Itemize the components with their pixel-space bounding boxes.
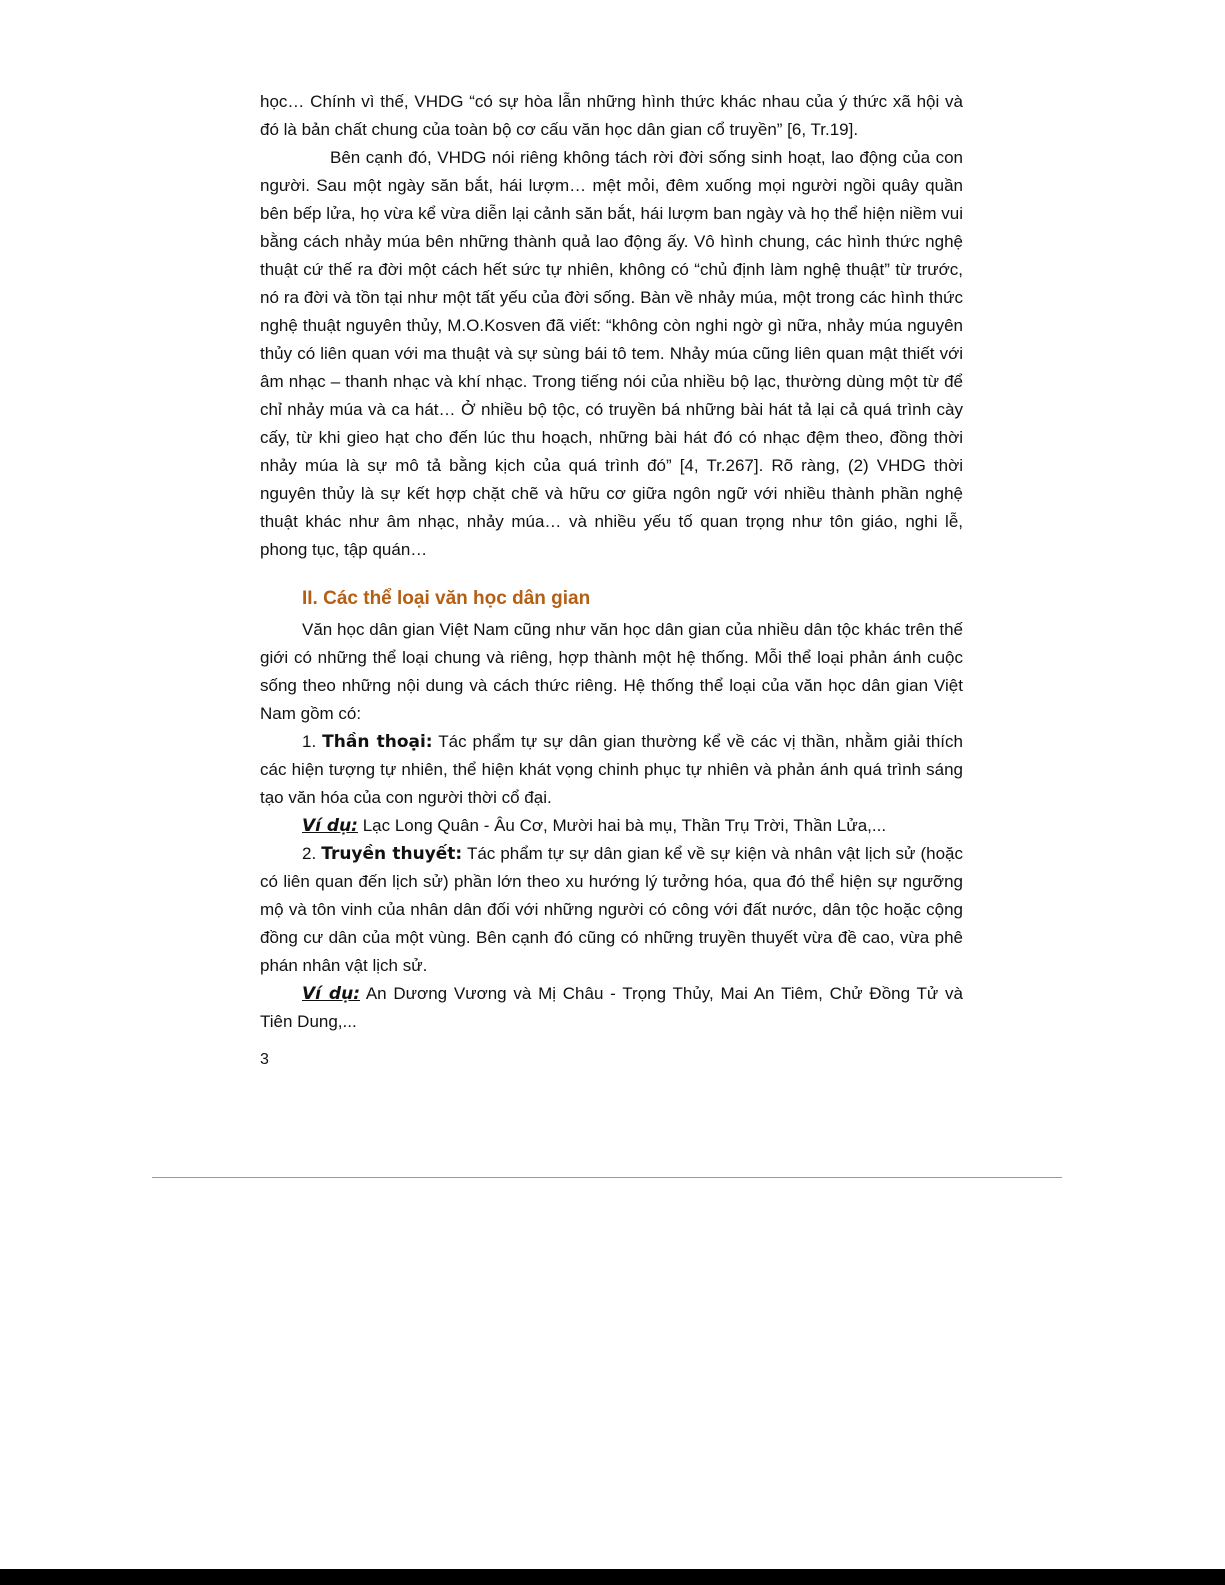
genre-item-myth bbox=[260, 728, 963, 812]
genre-item-legend bbox=[260, 840, 963, 980]
paragraph-continuation: học… Chính vì thế, VHDG “có sự hòa lẫn những hình thức khác nhau của ý thức xã hội và đó là bản chất chung của toàn bộ cơ cấu văn học dân gian cổ truyền” [6, Tr.19]. bbox=[260, 92, 963, 139]
genre-number: 2. bbox=[302, 844, 317, 863]
bottom-edge-bar bbox=[0, 1569, 1225, 1585]
genre-name: Thần thoại: bbox=[322, 732, 433, 752]
example-myth bbox=[260, 812, 963, 840]
genre-description: Tác phẩm tự sự dân gian thường kể về các vị thần, nhằm giải thích các hiện tượng tự nhiên, thể hiện khát vọng chinh phục tự nhiên và phản ánh quá trình sáng tạo văn hóa của con người thời cổ đại. bbox=[260, 732, 963, 807]
example-legend bbox=[260, 980, 963, 1036]
section-title: II. Các thể loại văn học dân gian bbox=[302, 588, 591, 609]
page-divider bbox=[152, 1177, 1062, 1178]
document-page bbox=[260, 88, 963, 1072]
example-label: Ví dụ: bbox=[302, 984, 361, 1004]
paragraph-daily-life: Bên cạnh đó, VHDG nói riêng không tách rời đời sống sinh hoạt, lao động của con người. Sau một ngày săn bắt, hái lượm… mệt mỏi, đêm xuống mọi người ngồi quây quần bên bếp lửa, họ vừa kể vừa diễn lại cảnh săn bắt, hái lượm ban ngày và họ thể hiện niềm vui bằng cách nhảy múa bên những thành quả lao động ấy. Vô hình chung, các hình thức nghệ thuật cứ thế ra đời một cách hết sức tự nhiên, không có “chủ định làm nghệ thuật” từ trước, nó ra đời và tồn tại như một tất yếu của đời sống. Bàn về nhảy múa, một trong các hình thức nghệ thuật nguyên thủy, M.O.Kosven đã viết: “không còn nghi ngờ gì nữa, nhảy múa nguyên thủy có liên quan với ma thuật và sự sùng bái tô tem. Nhảy múa cũng liên quan mật thiết với âm nhạc – thanh nhạc và khí nhạc. Trong tiếng nói của nhiều bộ lạc, thường dùng một từ để chỉ nhảy múa và ca hát… Ở nhiều bộ tộc, có truyền bá những bài hát tả lại cả quá trình cày cấy, từ khi gieo hạt cho đến lúc thu hoạch, những bài hát đó có nhạc đệm theo, đồng thời nhảy múa là sự mô tả bằng kịch của quá trình đó” [4, Tr.267]. Rõ ràng, (2) VHDG thời nguyên thủy là sự kết hợp chặt chẽ và hữu cơ giữa ngôn ngữ với nhiều thành phần nghệ thuật khác như âm nhạc, nhảy múa… và nhiều yếu tố quan trọng như tôn giáo, nghi lễ, phong tục, tập quán… bbox=[260, 148, 963, 559]
page-number: 3 bbox=[260, 1051, 269, 1068]
example-text: An Dương Vương và Mị Châu - Trọng Thủy, Mai An Tiêm, Chử Đồng Tử và Tiên Dung,... bbox=[260, 984, 963, 1031]
example-text: Lạc Long Quân - Âu Cơ, Mười hai bà mụ, Thần Trụ Trời, Thần Lửa,... bbox=[362, 816, 887, 835]
example-label: Ví dụ: bbox=[302, 816, 358, 836]
paragraph-genre-intro: Văn học dân gian Việt Nam cũng như văn học dân gian của nhiều dân tộc khác trên thế giới có những thể loại chung và riêng, hợp thành một hệ thống. Mỗi thể loại phản ánh cuộc sống theo những nội dung và cách thức riêng. Hệ thống thể loại của văn học dân gian Việt Nam gồm có: bbox=[260, 620, 963, 723]
genre-number: 1. bbox=[302, 732, 317, 751]
genre-description: Tác phẩm tự sự dân gian kể về sự kiện và nhân vật lịch sử (hoặc có liên quan đến lịch sử) phần lớn theo xu hướng lý tưởng hóa, qua đó thể hiện sự ngưỡng mộ và tôn vinh của nhân dân đối với những người có công với đất nước, dân tộc hoặc cộng đồng cư dân của một vùng. Bên cạnh đó cũng có những truyền thuyết vừa đề cao, vừa phê phán nhân vật lịch sử. bbox=[260, 844, 963, 975]
genre-name: Truyền thuyết: bbox=[321, 844, 463, 864]
